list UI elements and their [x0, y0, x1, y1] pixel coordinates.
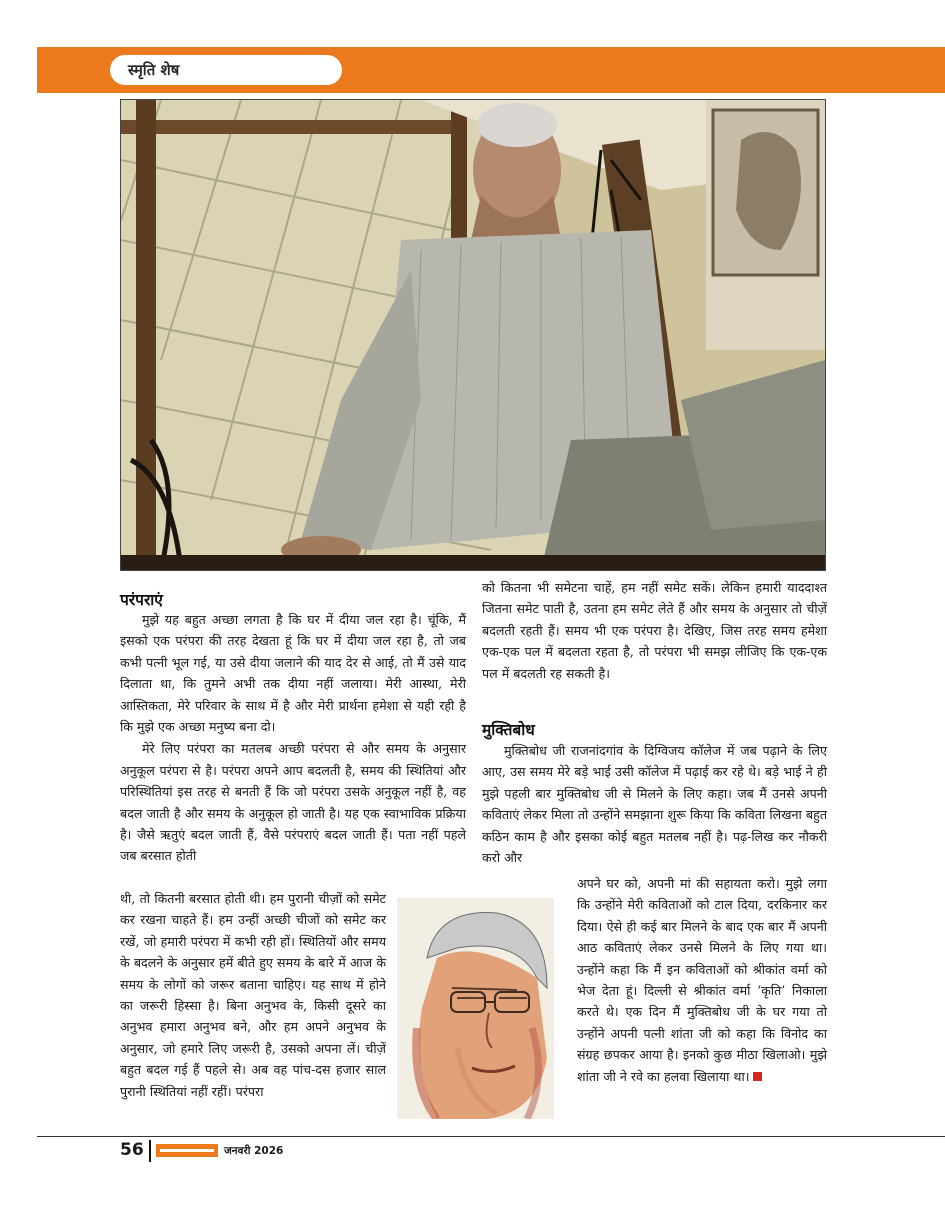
page-number: 56: [120, 1140, 144, 1160]
left-column-top: [120, 609, 466, 867]
section-label: स्मृति शेष: [128, 61, 180, 79]
paragraph: मुक्तिबोध जी राजनांदगांव के दिग्विजय कॉलेज में जब पढ़ाने के लिए आए, उस समय मेरे बड़े भाई उसी कॉलेज में पढ़ाई कर रहे थे। बड़े भाई ने ही मुझे पहली बार मुक्तिबोध जी से मिलने के लिए कहा। जब मैं उनसे अपनी कविताएं लेकर मिला तो उन्होंने समझाना शुरू किया कि कविता लिखना बहुत कठिन काम है और इसका कोई बहुत मतलब नहीं है। पढ़-लिख कर नौकरी करो और: [482, 743, 827, 866]
footer-separator: [149, 1140, 151, 1162]
heading-muktibodh: मुक्तिबोध: [482, 721, 535, 739]
footer-rule: [37, 1136, 945, 1137]
right-column-middle: [482, 740, 827, 868]
paragraph: को कितना भी समेटना चाहें, हम नहीं समेट सकें। लेकिन हमारी याददाश्त जितना समेट पाती है, उतना हम समेट लेते हैं और समय के अनुसार तो चीज़ें बदलती रहती हैं। समय भी एक परंपरा है। देखिए, जिस तरह समय हमेशा एक-एक पल में बदलता रहता है, तो परंपरा भी समझ लीजिए कि एक-एक पल में बदलती रह सकती है।: [482, 580, 827, 681]
magazine-logo: [156, 1144, 218, 1157]
left-column-bottom: [120, 888, 386, 1102]
end-mark-icon: [753, 1072, 762, 1081]
paragraph: मुझे यह बहुत अच्छा लगता है कि घर में दीया जल रहा है। चूंकि, मैं इसको एक परंपरा की तरह देखता हूं कि घर में दीया जल रहा है, तो जब कभी पत्नी भूल गई, या उसे दीया जलाने की याद देर से आई, तो मैं उसे याद दिलाता था, कि तुमने अभी तक दीया नहीं जलाया। मेरी आस्था, मेरी आस्तिकता, मेरे परिवार के साथ में है और मेरी प्रार्थना हमेशा से यही रही है कि मुझे एक अच्छा मनुष्य बना दो।: [120, 612, 466, 735]
right-column-bottom: [577, 873, 827, 1087]
main-photo: [120, 99, 826, 571]
issue-date: जनवरी 2026: [224, 1145, 284, 1157]
sketch-portrait: [397, 898, 554, 1119]
right-column-top: [482, 577, 827, 684]
paragraph: थी, तो कितनी बरसात होती थी। हम पुरानी चीज़ों को समेट कर रखना चाहते हैं। हम उन्हीं अच्छी चीजों को समेट कर रखें, जो हमारी परंपरा में कभी रही हों। स्थितियों और समय के बदलने के अनुसार हमें बीते हुए समय के बारे में आज के समय के लोगों को जरूर बताना चाहिए। यह साथ में होने का जरूरी हिस्सा है। बिना अनुभव के, किसी दूसरे का अनुभव हमारा अनुभव बने, और हम अपने अनुभव के अनुसार, जो हमारे लिए जरूरी है, उसको अपना लें। चीज़ें बहुत बदल गई हैं पहले से। अब वह पांच-दस हजार साल पुरानी स्थितियां नहीं रहीं। परंपरा: [120, 891, 386, 1099]
paragraph: मेरे लिए परंपरा का मतलब अच्छी परंपरा से और समय के अनुसार अनुकूल परंपरा से है। परंपरा अपने आप बदलती है, समय की स्थितियां और परिस्थितियां इस तरह से बनती हैं कि जो परंपरा उसके अनुकूल नहीं है, वह बदल जाती है और समय के अनुकूल हो जाती है। यह एक स्वाभाविक प्रक्रिया है। जैसे ऋतुएं बदल जाती हैं, वैसे परंपराएं बदल जाती हैं। पता नहीं पहले जब बरसात होती: [120, 741, 466, 864]
paragraph: अपने घर को, अपनी मां की सहायता करो। मुझे लगा कि उन्होंने मेरी कविताओं को टाल दिया, दरकिनार कर दिया। ऐसे ही कई बार मिलने के बाद एक बार मैं अपनी आठ कविताएं लेकर उनसे मिलने के लिए गया था। उन्होंने कहा कि मैं इन कविताओं को श्रीकांत वर्मा को भेज देता हूं। दिल्ली से श्रीकांत वर्मा ‘कृति’ निकाला करते थे। एक दिन मैं मुक्तिबोध जी के घर गया तो उन्होंने अपनी पत्नी शांता जी को कहा कि विनोद का संग्रह छपकर आया है। इनको कुछ मीठा खिलाओ। मुझे शांता जी ने रवे का हलवा खिलाया था।: [577, 876, 827, 1084]
heading-tradition: परंपराएं: [120, 591, 163, 609]
section-label-pill: [110, 55, 342, 85]
